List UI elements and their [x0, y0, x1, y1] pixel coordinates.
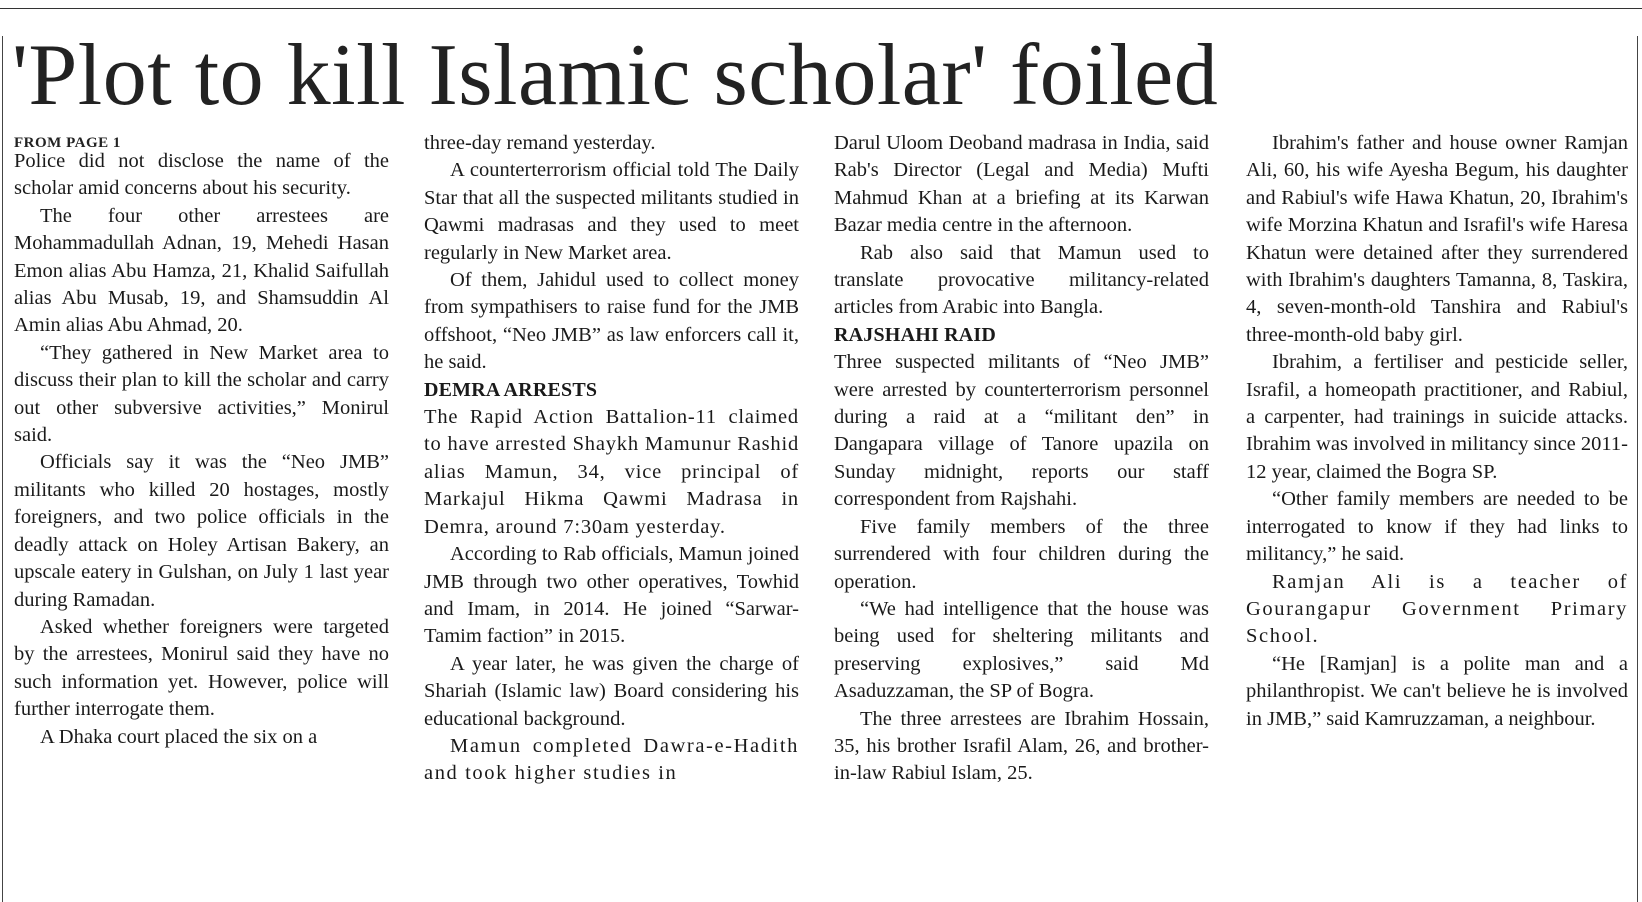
left-border-rule [2, 36, 3, 902]
article-column-4 [1246, 130, 1628, 733]
subhead-demra-arrests: DEMRA ARRESTS [424, 378, 598, 401]
top-border-rule [0, 8, 1642, 9]
paragraph: three-day remand yesterday. [424, 132, 656, 154]
paragraph: Ramjan Ali is a teacher of Gourangapur Government Primary School. [1246, 570, 1628, 648]
paragraph: The four other arrestees are Mohammadullah Adnan, 19, Mehedi Hasan Emon alias Abu Hamza, 21, Khalid Saifullah alias Abu Musab, 19, and Shamsuddin Al Amin alias Abu Ahmad, 20. [14, 204, 389, 337]
paragraph: According to Rab officials, Mamun joined JMB through two other operatives, Towhid and Imam, in 2014. He joined “Sarwar-Tamim faction” in 2015. [424, 543, 799, 648]
subhead-rajshahi-raid: RAJSHAHI RAID [834, 323, 997, 346]
kicker-from-page: FROM PAGE 1 [14, 135, 121, 151]
article-column-3 [834, 130, 1209, 788]
paragraph: Rab also said that Mamun used to translate provocative militancy-related articles from Arabic into Bangla. [834, 241, 1209, 319]
paragraph: Three suspected militants of “Neo JMB” were arrested by counterterrorism personnel during a raid at a “militant den” in Dangapara village of Tanore upazila on Sunday midnight, reports our staff correspondent from Rajshahi. [834, 351, 1209, 511]
paragraph: The three arrestees are Ibrahim Hossain, 35, his brother Israfil Alam, 26, and brother-in-law Rabiul Islam, 25. [834, 707, 1209, 785]
paragraph: “They gathered in New Market area to discuss their plan to kill the scholar and carry out other subversive activities,” Monirul said. [14, 341, 389, 447]
paragraph: Five family members of the three surrendered with four children during the operation. [834, 515, 1209, 593]
paragraph: Police did not disclose the name of the scholar amid concerns about his security. [14, 150, 389, 200]
paragraph: The Rapid Action Battalion-11 claimed to have arrested Shaykh Mamunur Rashid alias Mamun, 34, vice principal of Markajul Hikma Qawmi Madrasa in Demra, around 7:30am yesterday. [424, 406, 799, 538]
paragraph: “We had intelligence that the house was being used for sheltering militants and preserving explosives,” said Md Asaduzzaman, the SP of Bogra. [834, 597, 1209, 703]
article-column-2 [424, 130, 799, 788]
paragraph: Darul Uloom Deoband madrasa in India, said Rab's Director (Legal and Media) Mufti Mahmud Khan at a briefing at its Karwan Bazar media centre in the afternoon. [834, 132, 1209, 237]
paragraph: Of them, Jahidul used to collect money from sympathisers to raise fund for the JMB offshoot, “Neo JMB” as law enforcers call it, he said. [424, 269, 799, 374]
paragraph: A year later, he was given the charge of Shariah (Islamic law) Board considering his educational background. [424, 652, 799, 730]
paragraph: Ibrahim, a fertiliser and pesticide seller, Israfil, a homeopath practitioner, and Rabiul, a carpenter, had trainings in suicide attacks. Ibrahim was involved in militancy since 2011-12 year, claimed the Bogra SP. [1246, 351, 1628, 483]
paragraph: Mamun completed Dawra-e-Hadith and took higher studies in [424, 734, 799, 785]
paragraph: Asked whether foreigners were targeted by the arrestees, Monirul said they have no such information yet. However, police will further interrogate them. [14, 615, 389, 721]
paragraph: Officials say it was the “Neo JMB” militants who killed 20 hostages, mostly foreigners, and two police officials in the deadly attack on Holey Artisan Bakery, an upscale eatery in Gulshan, on July 1 last year during Ramadan. [14, 451, 389, 611]
article-column-1 [14, 148, 389, 751]
paragraph: A counterterrorism official told The Daily Star that all the suspected militants studied in Qawmi madrasas and they used to meet regularly in New Market area. [424, 159, 799, 264]
headline: 'Plot to kill Islamic scholar' foiled [12, 27, 1219, 124]
paragraph: Ibrahim's father and house owner Ramjan Ali, 60, his wife Ayesha Begum, his daughter and Rabiul's wife Hawa Khatun, 20, Ibrahim's wife Morzina Khatun and Israfil's wife Haresa Khatun were detained after they surrendered with Ibrahim's daughters Tamanna, 8, Taskira, 4, seven-month-old Tanshira and Rabiul's three-month-old baby girl. [1246, 132, 1628, 346]
paragraph: “He [Ramjan] is a polite man and a philanthropist. We can't believe he is involved in JMB,” said Kamruzzaman, a neighbour. [1246, 652, 1628, 730]
right-border-rule [1637, 36, 1638, 902]
paragraph: “Other family members are needed to be interrogated to know if they had links to militancy,” he said. [1246, 488, 1628, 566]
paragraph: A Dhaka court placed the six on a [40, 725, 318, 748]
